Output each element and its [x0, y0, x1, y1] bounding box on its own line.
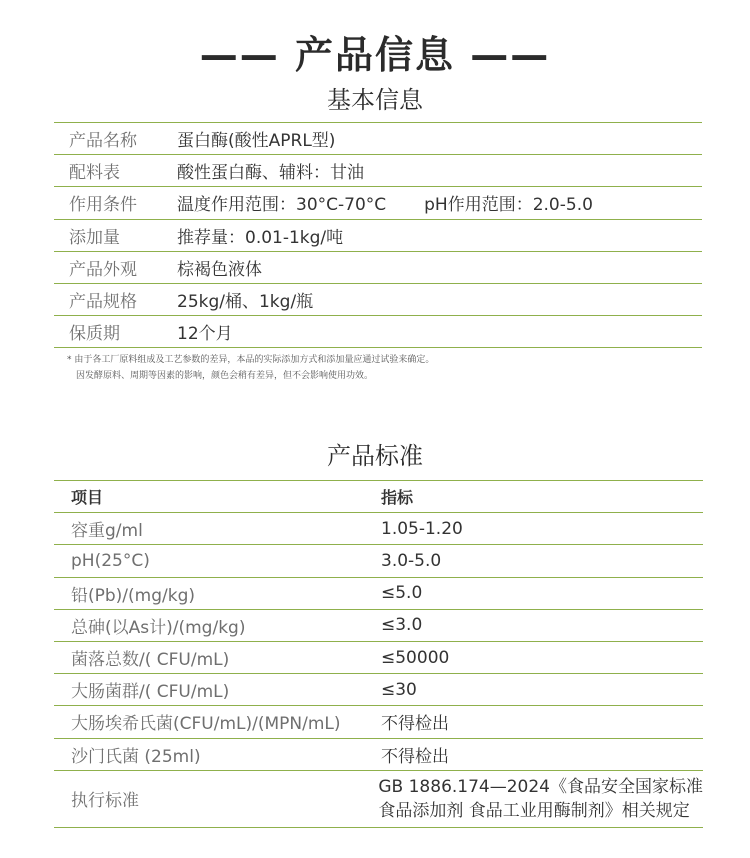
info-row-shelf-life: [54, 316, 702, 348]
page-title: —— 产品信息 ——: [199, 33, 551, 77]
row-index: 3.0-5.0: [381, 550, 442, 571]
row-item: 执行标准: [71, 791, 139, 812]
table-row: [54, 578, 703, 610]
info-row-dosage: [54, 220, 702, 252]
table-row: [54, 545, 703, 577]
table-row: [54, 610, 703, 642]
table-row: [54, 642, 703, 674]
info-row-appearance: [54, 252, 702, 284]
row-item: 沙门氏菌 (25ml): [71, 746, 201, 767]
row-index: ≤5.0: [381, 583, 423, 604]
standard-table: [54, 480, 703, 828]
info-key: 保质期: [69, 324, 120, 345]
standard-title: 产品标准: [327, 442, 423, 470]
header-item: 项目: [71, 488, 104, 508]
row-item: 大肠埃希氏菌(CFU/mL)/(MPN/mL): [71, 714, 341, 735]
footnote-line: 因发酵原料、周期等因素的影响，颜色会稍有差异，但不会影响使用功效。: [76, 371, 374, 381]
row-index: ≤3.0: [381, 615, 423, 636]
info-key: 配料表: [69, 163, 120, 184]
row-item: 总砷(以As计)/(mg/kg): [71, 617, 246, 638]
table-row-standard: [54, 771, 703, 828]
info-value: 25kg/桶、1kg/瓶: [177, 292, 314, 313]
info-value-ph: pH作用范围：2.0-5.0: [424, 195, 593, 216]
table-row: [54, 739, 703, 771]
info-value: 12个月: [177, 324, 233, 345]
row-index: ≤30: [381, 679, 417, 700]
info-row-conditions: [54, 187, 702, 219]
info-value-group: [177, 190, 702, 215]
info-value: 棕褐色液体: [177, 259, 262, 280]
row-index-multiline: [378, 775, 703, 823]
info-row-ingredients: [54, 155, 702, 187]
info-key: 产品名称: [69, 131, 137, 152]
standard-line: GB 1886.174—2024《食品安全国家标准: [378, 776, 703, 797]
info-key: 产品外观: [69, 259, 137, 280]
row-item: 大肠菌群/( CFU/mL): [71, 682, 230, 703]
info-key: 添加量: [69, 227, 120, 248]
table-row: [54, 706, 703, 738]
row-index: 不得检出: [381, 746, 449, 767]
info-value: 酸性蛋白酶、辅料：甘油: [177, 163, 364, 184]
info-value: 蛋白酶(酸性APRL型): [177, 131, 336, 152]
info-value: 温度作用范围：30°C-70°C: [177, 195, 387, 216]
row-index: ≤50000: [381, 647, 450, 668]
row-item: pH(25°C): [71, 550, 150, 571]
row-index: 不得检出: [381, 714, 449, 735]
info-row-spec: [54, 284, 702, 316]
basic-info-table: [54, 122, 702, 348]
info-key: 作用条件: [69, 195, 137, 216]
info-value: 推荐量：0.01-1kg/吨: [177, 227, 344, 248]
header-index: 指标: [381, 488, 414, 508]
info-row-name: [54, 122, 702, 155]
row-item: 菌落总数/( CFU/mL): [71, 650, 230, 671]
info-key: 产品规格: [69, 292, 137, 313]
row-item: 铅(Pb)/(mg/kg): [71, 585, 196, 606]
footnote-line: * 由于各工厂原料组成及工艺参数的差异，本品的实际添加方式和添加量应通过试验来确定。: [67, 355, 435, 365]
table-row: [54, 674, 703, 706]
table-row: [54, 513, 703, 545]
footnote: [67, 352, 434, 384]
basic-info-title: 基本信息: [327, 86, 423, 114]
standard-line: 食品添加剂 食品工业用酶制剂》相关规定: [378, 800, 690, 821]
row-index: 1.05-1.20: [381, 518, 463, 539]
table-header: [54, 480, 703, 513]
row-item: 容重g/ml: [71, 521, 143, 542]
